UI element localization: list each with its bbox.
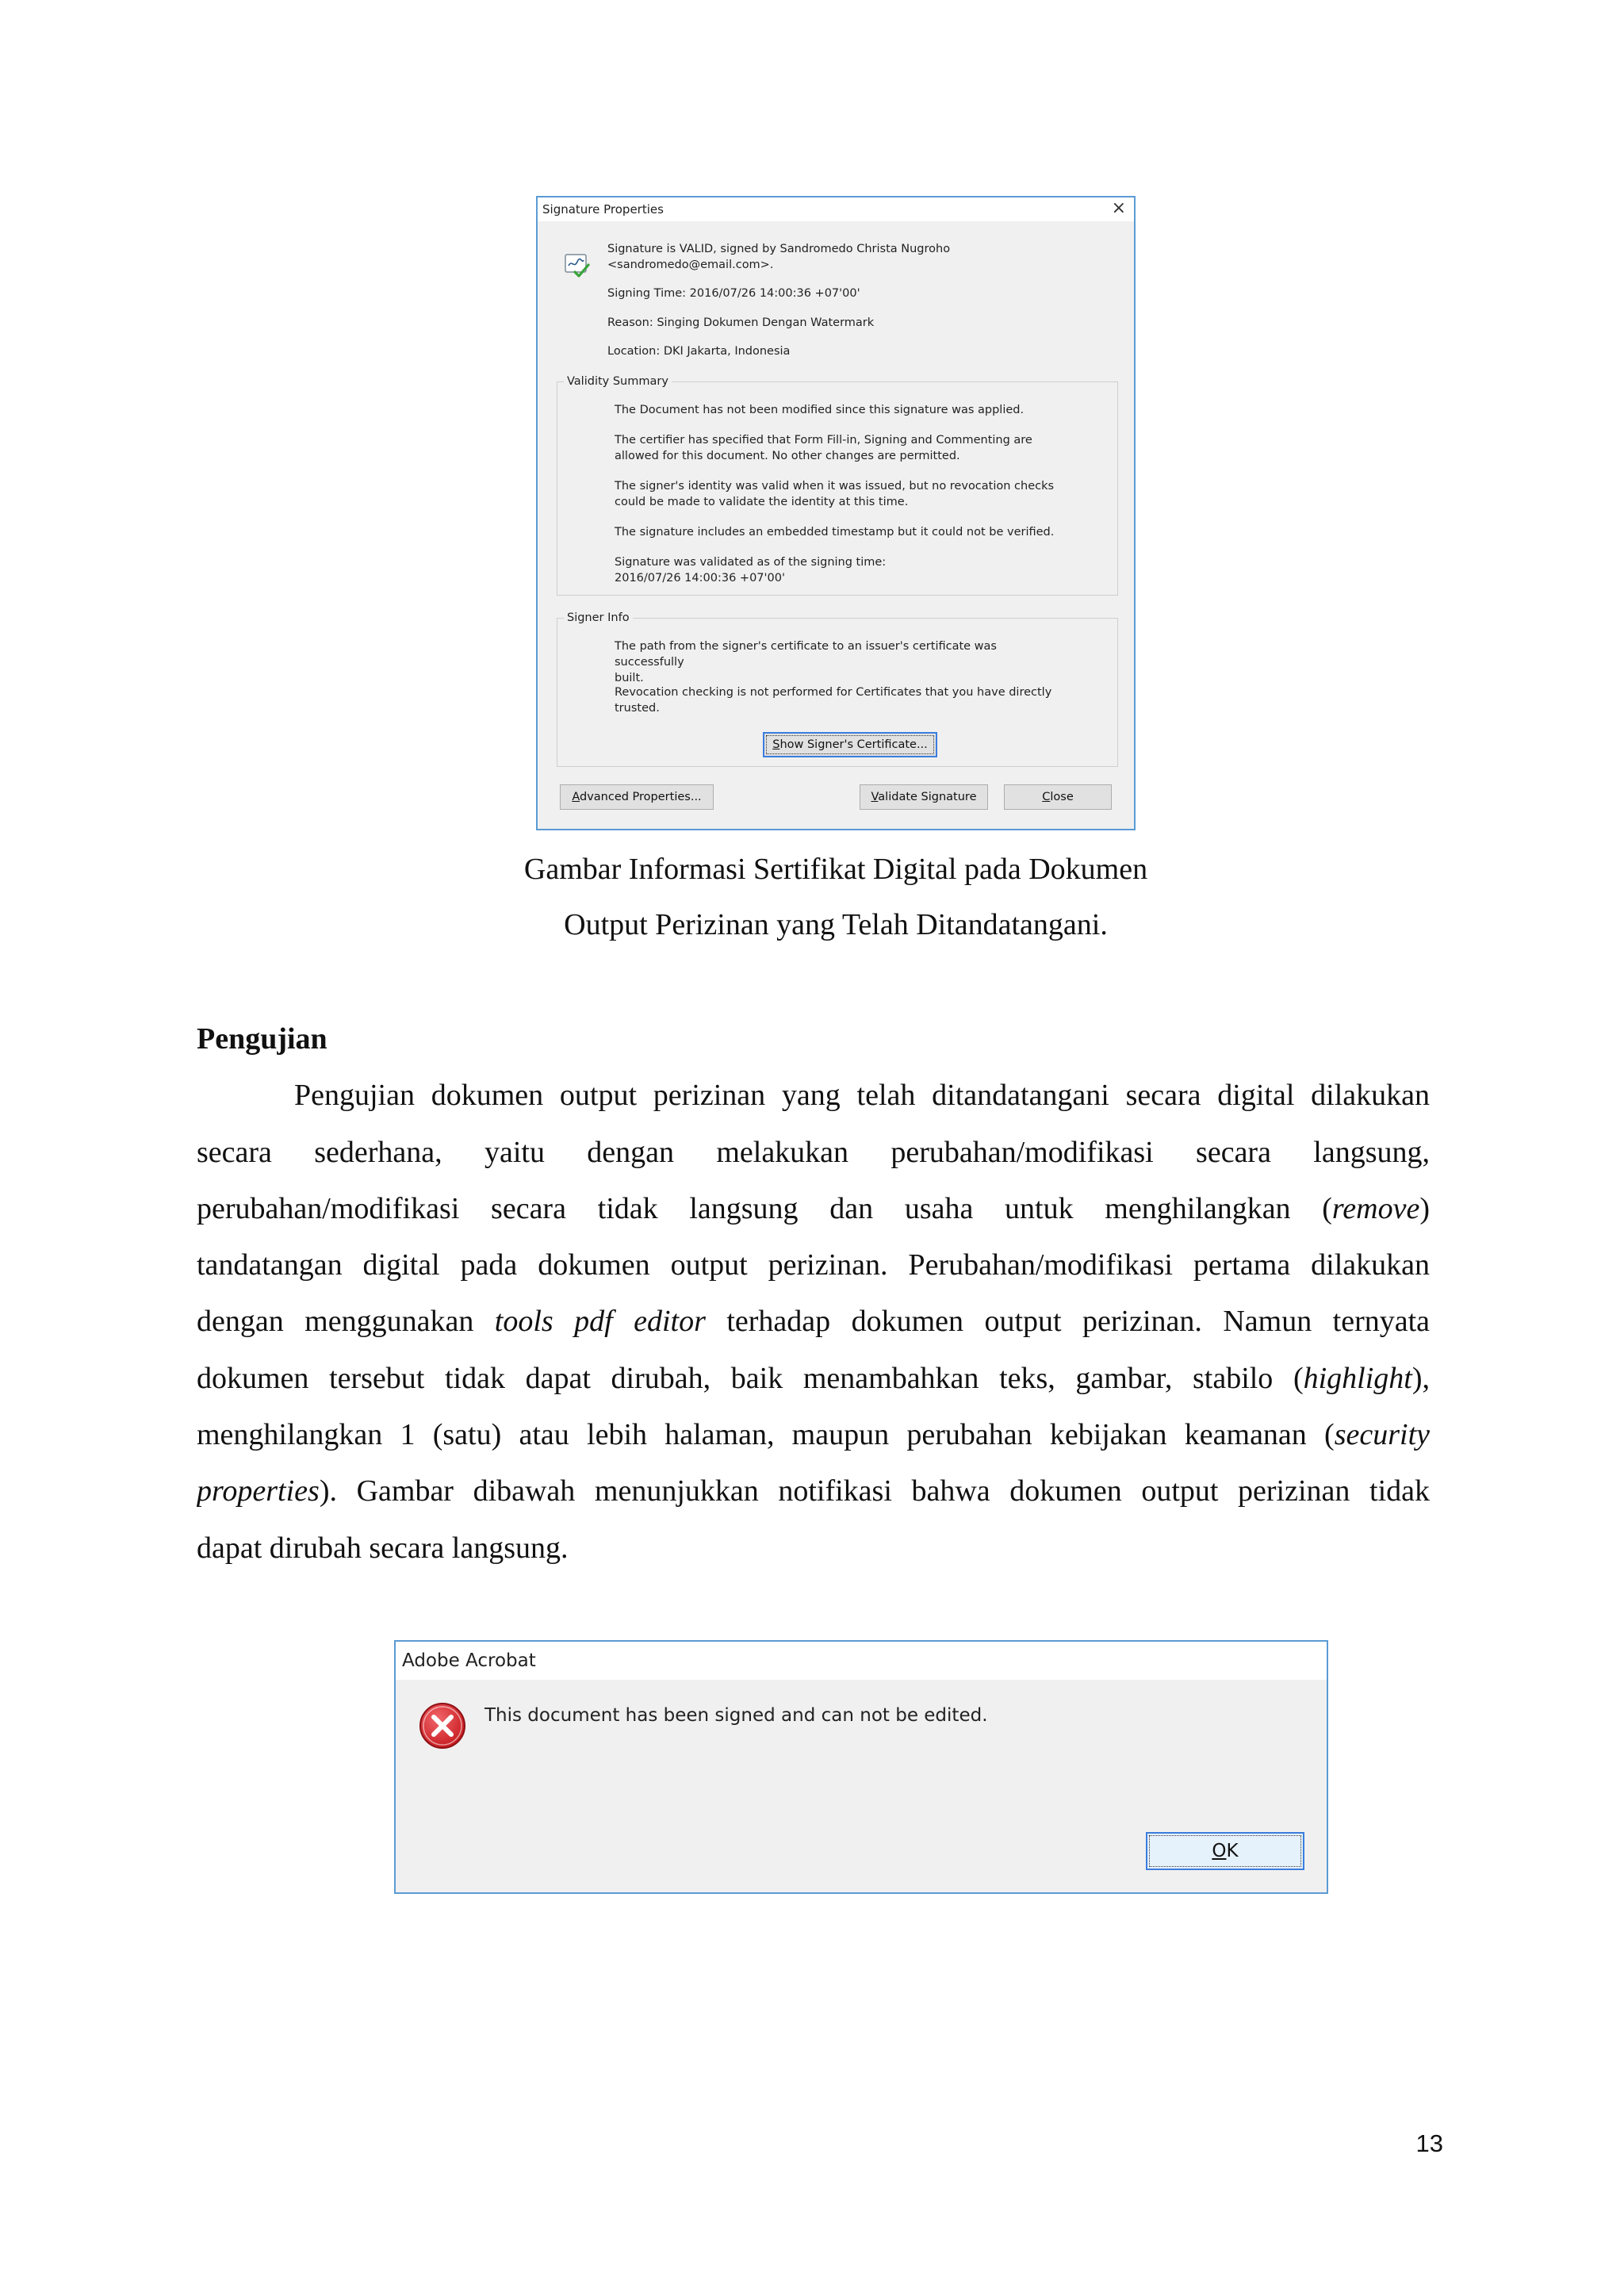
- text-run: terhadap dokumen output perizinan. Namun ternyata: [705, 1305, 1430, 1338]
- signing-time: Signing Time: 2016/07/26 14:00:36 +07'00': [607, 287, 860, 300]
- text-run: dokumen tersebut tidak dapat dirubah, baik menambahkan teks, gambar, stabilo (: [197, 1362, 1304, 1395]
- body-text-line: [294, 1077, 1430, 1114]
- advanced-properties-button[interactable]: Advanced Properties...: [560, 784, 714, 810]
- body-text-line: [197, 1360, 1430, 1397]
- text-run: menghilangkan 1 (satu) atau lebih halaman, maupun perubahan kebijakan keamanan (: [197, 1418, 1335, 1451]
- text-run: perubahan/modifikasi secara tidak langsung dan usaha untuk menghilangkan (: [197, 1192, 1332, 1225]
- text-run: secara sederhana, yaitu dengan melakukan perubahan/modifikasi secara langsung,: [197, 1136, 1430, 1169]
- signer-info-legend: Signer Info: [564, 610, 633, 626]
- body-text-line: [197, 1190, 1430, 1227]
- text-run: Pengujian dokumen output perizinan yang telah ditandatangani secara digital dilakukan: [294, 1079, 1430, 1112]
- dialog-title: Signature Properties: [542, 202, 664, 217]
- text-run: ): [1419, 1192, 1430, 1225]
- acrobat-message-dialog: [394, 1640, 1328, 1894]
- signature-status-line2: <sandromedo@email.com>.: [607, 259, 774, 271]
- validity-item: The Document has not been modified since this signature was applied.: [615, 404, 1025, 416]
- italic-term: security: [1334, 1418, 1430, 1451]
- dialog-title: Adobe Acrobat: [396, 1642, 1327, 1680]
- page-number: 13: [1415, 2129, 1443, 2157]
- body-text-line: [197, 1473, 1430, 1509]
- validity-item: The signer's identity was valid when it was issued, but no revocation checks could be made to validate the identity at this time.: [615, 480, 1055, 508]
- validity-item: The certifier has specified that Form Fill-in, Signing and Commenting are allowed for this document. No other changes are permitted.: [615, 434, 1032, 462]
- body-text-line: [197, 1134, 1430, 1171]
- body-text-line: [197, 1416, 1430, 1453]
- italic-term: tools pdf editor: [494, 1305, 706, 1338]
- validity-item: The signature includes an embedded timestamp but it could not be verified.: [615, 526, 1055, 539]
- close-button[interactable]: Close: [1004, 784, 1112, 810]
- body-text-line: [197, 1247, 1430, 1283]
- validity-item: Signature was validated as of the signing time: 2016/07/26 14:00:36 +07'00': [615, 556, 887, 585]
- text-run: dengan menggunakan: [197, 1305, 495, 1338]
- italic-term: remove: [1331, 1192, 1420, 1225]
- signing-location: Location: DKI Jakarta, Indonesia: [607, 345, 791, 358]
- text-run: ). Gambar dibawah menunjukkan notifikasi bahwa dokumen output perizinan tidak: [319, 1474, 1430, 1508]
- body-text-line: [197, 1303, 1430, 1340]
- show-signers-certificate-button[interactable]: Show Signer's Certificate...: [763, 732, 937, 757]
- text-run: dapat dirubah secara langsung.: [197, 1531, 569, 1565]
- valid-signature-icon: [563, 250, 592, 278]
- text-run: ),: [1411, 1362, 1430, 1395]
- italic-term: highlight: [1303, 1362, 1412, 1395]
- text-run: tandatangan digital pada dokumen output perizinan. Perubahan/modifikasi pertama dilakukan: [197, 1248, 1430, 1282]
- error-icon: [418, 1701, 467, 1750]
- figure1-caption-line2: Output Perizinan yang Telah Ditandatangani.: [564, 908, 1108, 941]
- dialog-titlebar: [538, 197, 1134, 221]
- signature-properties-dialog: [536, 196, 1136, 830]
- body-text-line: [197, 1530, 1430, 1566]
- signer-info-item: Revocation checking is not performed for Certificates that you have directly trusted.: [615, 686, 1052, 715]
- ok-button[interactable]: OK: [1146, 1832, 1304, 1870]
- section-heading: Pengujian: [197, 1022, 327, 1056]
- signer-info-item: The path from the signer's certificate to an issuer's certificate was successfully built.: [615, 640, 997, 684]
- validate-signature-button[interactable]: Validate Signature: [860, 784, 988, 810]
- italic-term: properties: [197, 1474, 320, 1508]
- figure1-caption-line1: Gambar Informasi Sertifikat Digital pada Dokumen: [523, 853, 1148, 886]
- validity-summary-legend: Validity Summary: [564, 374, 672, 389]
- close-icon[interactable]: ×: [1111, 198, 1126, 218]
- error-message: This document has been signed and can not be edited.: [485, 1705, 988, 1726]
- signature-status-line1: Signature is VALID, signed by Sandromedo Christa Nugroho: [607, 243, 951, 255]
- signing-reason: Reason: Singing Dokumen Dengan Watermark: [607, 316, 875, 329]
